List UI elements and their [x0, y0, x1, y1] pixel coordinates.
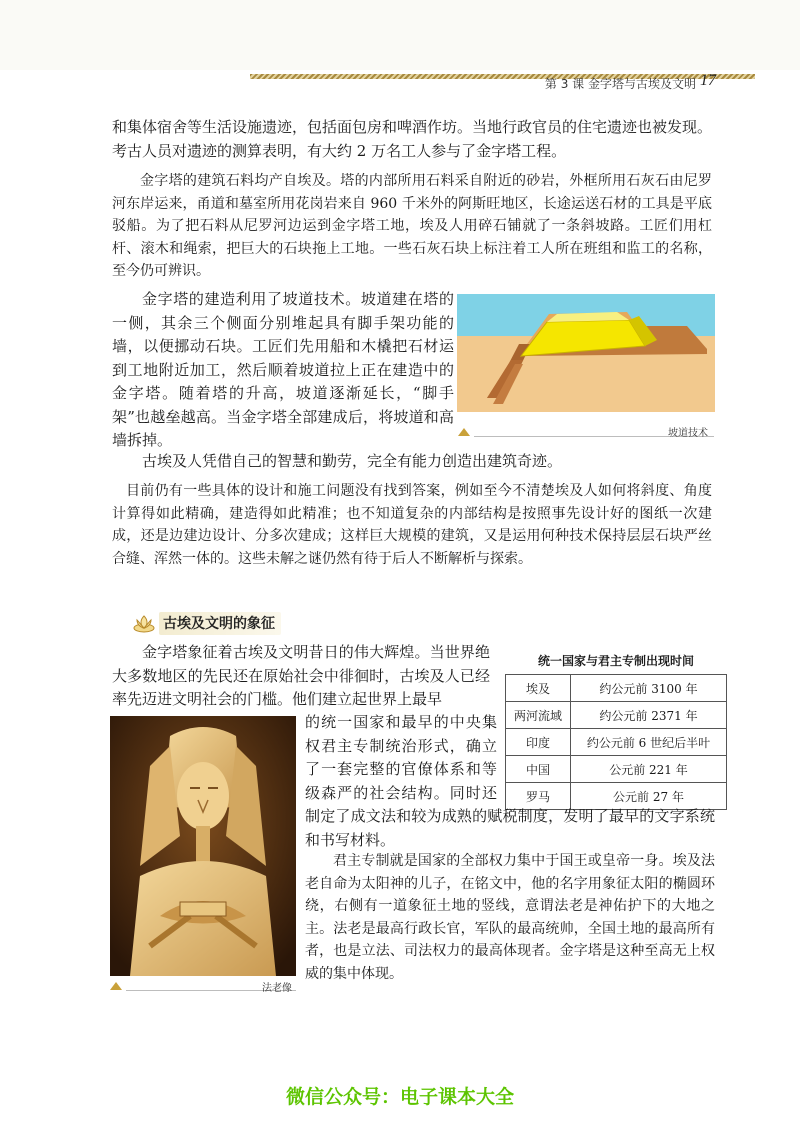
time-cell: 公元前 221 年	[571, 756, 727, 783]
paragraph-3: 金字塔的建造利用了坡道技术。坡道建在塔的一侧，其余三个侧面分别堆起具有脚手架功能的墙，以便挪动石块。工匠们先用船和木橇把石材运到工地附近加工，然后顺着坡道拉上正在建造中的金字塔。随着塔的升高，坡道逐渐延长，“脚手架”也越垒越高。当金字塔全部建成后，将坡道和高墙拆掉。	[112, 290, 454, 449]
time-cell: 约公元前 2371 年	[571, 702, 727, 729]
ramp-figure-caption: 坡道技术	[668, 428, 708, 439]
caption-marker-icon	[110, 982, 122, 990]
time-cell: 公元前 27 年	[571, 783, 727, 810]
paragraph-2: 金字塔的建筑石料均产自埃及。塔的内部所用石料采自附近的砂岩，外框所用石灰石由尼罗河东岸运来，甬道和墓室所用花岗岩来自 960 千米外的阿斯旺地区，长途运送石材的工具是平底驳船。为了把石料从尼罗河边运到金字塔工地，埃及人用碎石铺就了一条斜坡路。工匠们用杠杆、滚木和绳索，把巨大的石块拖上工地。一些石灰石块上标注着工人所在班组和监工的名称，至今仍可辨识。	[112, 173, 712, 279]
paragraph-4: 古埃及人凭借自己的智慧和勤劳，完全有能力创造出建筑奇迹。	[142, 452, 563, 470]
lotus-icon	[133, 614, 155, 634]
region-cell: 罗马	[506, 783, 571, 810]
table-title: 统一国家与君主专制出现时间	[537, 654, 694, 668]
region-cell: 中国	[506, 756, 571, 783]
pharaoh-caption: 法老像	[262, 983, 292, 994]
paragraph-6b-wrap	[305, 711, 715, 852]
region-cell: 印度	[506, 729, 571, 756]
region-cell: 埃及	[506, 675, 571, 702]
lesson-title: 第 3 课 金字塔与古埃及文明	[544, 77, 696, 91]
pharaoh-statue-photo	[110, 716, 296, 976]
paragraph-6b: 的统一国家和最早的中央集权君主专制统治形式，确立了一套完整的官僚体系和等级森严的社会结构。同时还制定了成文法和较为成熟的赋税制度，发明了最早的文字系统和书写材料。	[305, 713, 715, 849]
paragraph-7: 君主专制就是国家的全部权力集中于国王或皇帝一身。埃及法老自命为太阳神的儿子，在铭文中，他的名字用象征太阳的椭圆环绕，右侧有一道象征土地的竖线，意谓法老是神佑护下的大地之主。法老是最高行政长官，军队的最高统帅，全国土地的最高所有者，也是立法、司法权力的最高体现者。金字塔是这种至高无上权威的集中体现。	[305, 853, 715, 982]
time-cell: 约公元前 3100 年	[571, 675, 727, 702]
page-number: 17	[700, 72, 716, 89]
pharaoh-statue-illustration	[110, 716, 296, 976]
time-cell: 约公元前 6 世纪后半叶	[571, 729, 727, 756]
header-background	[0, 0, 800, 70]
caption-marker-icon	[458, 428, 470, 436]
ramp-technique-figure	[457, 294, 715, 412]
section-heading	[133, 612, 281, 635]
watermark: 微信公众号：电子课本大全	[285, 1086, 514, 1108]
region-cell: 两河流域	[506, 702, 571, 729]
paragraph-6a: 金字塔象征着古埃及文明昔日的伟大辉煌。当世界绝大多数地区的先民还在原始社会中徘徊时，古埃及人已经率先迈进文明社会的门槛。他们建立起世界上最早	[112, 643, 490, 708]
table-row	[506, 675, 727, 702]
ramp-diagram	[457, 294, 715, 412]
section-title: 古埃及文明的象征	[159, 612, 281, 635]
paragraph-5: 目前仍有一些具体的设计和施工问题没有找到答案，例如至今不清楚埃及人如何将斜度、角度计算得如此精确，建造得如此精准；也不知道复杂的内部结构是按照事先设计好的图纸一次建成，还是边建边设计、分多次建成；这样巨大规模的建筑，又是运用何种技术保持层层石块严丝合缝、浑然一体的。这些未解之谜仍然有待于后人不断解析与探索。	[112, 483, 712, 567]
paragraph-1: 和集体宿舍等生活设施遗迹，包括面包房和啤酒作坊。当地行政官员的住宅遗迹也被发现。考古人员对遗迹的测算表明，有大约 2 万名工人参与了金字塔工程。	[112, 118, 713, 160]
